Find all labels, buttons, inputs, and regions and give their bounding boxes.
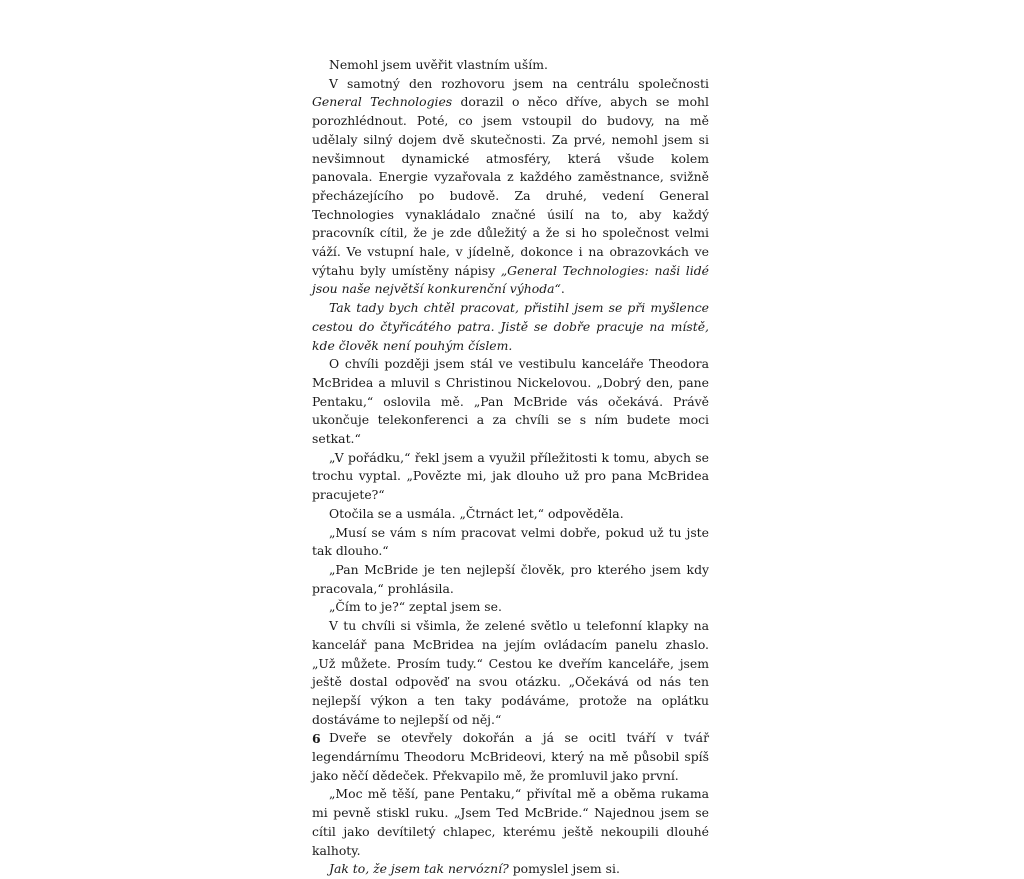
page-number: 6	[312, 731, 321, 746]
paragraph: V tu chvíli si všimla, že zelené světlo u telefonní klapky na kancelář pana McBridea na jejím ovládacím panelu zhaslo. „Už můžete. Prosím tudy.“ Cestou ke dveřím kanceláře, jsem ještě dostal odpověď na svou otázku. „Očekává od nás ten nejlepší výkon a ten taky podáváme, protože na oplátku dostáváme to nejlepší od něj.“	[312, 618, 709, 727]
paragraph: Otočila se a usmála. „Čtrnáct let,“ odpověděla.	[329, 505, 624, 521]
company-name: General Technologies	[312, 94, 453, 110]
paragraph: Nemohl jsem uvěřit vlastním uším.	[329, 57, 548, 72]
paragraph-thought: Tak tady bych chtěl pracovat, přistihl jsem se při myšlence cestou do čtyřicátého patra. Jistě se dobře pracuje na místě, kde člověk není pouhým číslem.	[312, 300, 709, 353]
paragraph: Jak to, že jsem tak nervózní? pomyslel jsem si.	[329, 861, 620, 877]
paragraph: O chvíli později jsem stál ve vestibulu kanceláře Theodora McBridea a mluvil s Christinou Nickelovou. „Dobrý den, pane Pentaku,“ oslovila mě. „Pan McBride vás očekává. Právě ukončuje telekonferenci a za chvíli se s ním budete moci setkat.“	[312, 356, 709, 447]
body-text	[312, 56, 709, 879]
paragraph: „V pořádku,“ řekl jsem a využil příležitosti k tomu, abych se trochu vyptal. „Povězte mi, jak dlouho už pro pana McBridea pracujete?“	[312, 449, 709, 503]
paragraph: „Musí se vám s ním pracovat velmi dobře, pokud už tu jste tak dlouho.“	[312, 524, 709, 559]
paragraph: „Moc mě těší, pane Pentaku,“ přivítal mě a oběma rukama mi pevně stiskl ruku. „Jsem Ted McBride.“ Najednou jsem se cítil jako devítiletý chlapec, kterému ještě nekoupili dlouhé kalhoty.	[312, 786, 709, 858]
thought-text: Jak to, že jsem tak nervózní?	[329, 861, 509, 877]
paragraph: V samotný den rozhovoru jsem na centrálu společnosti General Technologies dorazil o něco dříve, abych se mohl porozhlédnout. Poté, co jsem vstoupil do budovy, na mě udělaly silný dojem dvě skutečnosti. Za prvé, nemohl jsem si nevšimnout dynamické atmosféry, která všude kolem panovala. Energie vyzařovala z každého zaměstnance, svižně přecházejícího po budově. Za druhé, vedení General Technologies vynakládalo značné úsilí na to, aby každý pracovník cítil, že je zde důležitý a že si ho společnost velmi váží. Ve vstupní hale, v jídelně, dokonce i na obrazovkách ve výtahu byly umístěny nápisy „General Technologies: naši lidé jsou naše největší konkurenční výhoda“.	[312, 75, 709, 297]
paragraph: Dveře se otevřely dokořán a já se ocitl tváří v tvář legendárnímu Theodoru McBrideovi, který na mě působil spíš jako něčí dědeček. Překvapilo mě, že promluvil jako první.	[312, 730, 709, 783]
paragraph: „Čím to je?“ zeptal jsem se.	[329, 599, 502, 615]
paragraph: „Pan McBride je ten nejlepší člověk, pro kterého jsem kdy pracovala,“ prohlásila.	[312, 561, 709, 596]
slogan: „General Technologies: naši lidé jsou naše největší konkurenční výhoda“	[312, 262, 709, 297]
